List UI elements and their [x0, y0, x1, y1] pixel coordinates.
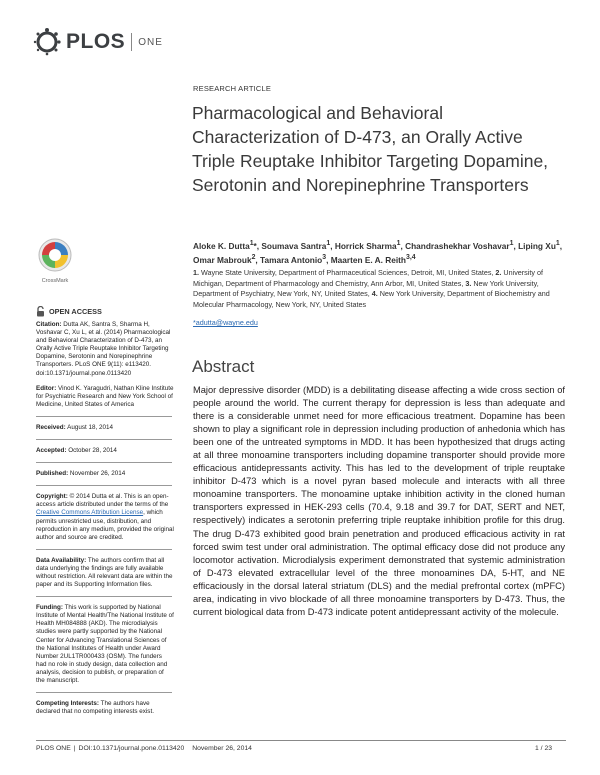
crossmark-label: CrossMark	[41, 278, 69, 284]
open-access-label: OPEN ACCESS	[49, 307, 102, 316]
footer-rule	[36, 740, 566, 741]
competing-interests: Competing Interests: The authors have declared that no competing interests exist.	[36, 700, 154, 716]
footer-journal: PLOS ONE	[36, 745, 71, 752]
article-title: Pharmacological and Behavioral Characterization of D-473, an Orally Active Triple Reuptake Inhibitor Targeting Dopamine, Serotonin and Norepinephrine Transporters	[192, 103, 549, 195]
plos-one-logo	[32, 22, 163, 62]
received-date: Received: August 18, 2014	[36, 423, 114, 431]
page-footer: PLOS ONE | DOI:10.1371/journal.pone.0113420 November 26, 2014	[36, 745, 252, 752]
plos-logo-icon	[32, 27, 62, 57]
footer-doi: DOI:10.1371/journal.pone.0113420	[78, 745, 185, 752]
divider	[36, 692, 172, 693]
editor: Editor: Vinod K. Yaragudri, Nathan Kline Institute for Psychiatric Research and New York School of Medicine, United States of America	[36, 384, 174, 408]
divider	[36, 439, 172, 440]
page-number: 1 / 23	[535, 745, 553, 752]
accepted-date: Accepted: October 28, 2014	[36, 447, 117, 455]
copyright: Copyright: © 2014 Dutta et al. This is an open-access article distributed under the terms of the Creative Commons Attribution License, which permits unrestricted use, distribution, and reproduction in any medium, provided the original author and source are credited.	[36, 493, 174, 541]
open-lock-icon	[36, 306, 45, 317]
logo-divider	[131, 33, 132, 51]
logo-journal: ONE	[138, 36, 163, 48]
article-metadata	[36, 321, 174, 723]
affiliations: 1. Wayne State University, Department of Pharmaceutical Sciences, Detroit, MI, United States, 2. University of Michigan, Department of Pharmacology and Chemistry, Ann Arbor, MI, United States, 3. New York University, Department of Psychiatry, New York, NY, United States, 4. New York University, Department of Biochemistry and Molecular Pharmacology, New York, NY, United States	[193, 268, 550, 309]
logo-text: PLOS	[66, 30, 126, 53]
abstract-text: Major depressive disorder (MDD) is a debilitating disease affecting a wide cross section of people around the world. The current therapy for depression is less than adequate and there is a considerable unmet need for more efficacious treatment. Dopamine has been shown to play a significant role in depression including production of anhedonia which has been one of the untreated symptoms in MDD. It has been hypothesized that drugs acting at all three monoamine transporters including dopamine transporter should provide more efficacious antidepressants activity. This has led to the development of triple reuptake inhibitor D-473 which is a novel pyran based molecule and interacts with all three monoamine transporters. The monoamine uptake inhibition activity in the cloned human transporters expressed in HEK-293 cells (70.4, 9.18 and 39.7 for DAT, SERT and NET, respectively) indicates a serotonin preferring triple reuptake inhibition profile for this drug. The drug D-473 exhibited good brain penetration and produced efficacious activity in rat forced swim test under oral administration. The optimal efficacy dose did not produce any locomotor activation. Microdialysis experiment demonstrated that systemic administration of D-473 elevated extracellular level of the three monoamines DA, 5-HT, and NE efficaciously in the dorsal lateral striatum (DLS) and the medial prefrontal cortex (mPFC) area, indicating in vivo blockade of all three monoamine transporters by D-473. Thus, the current biological data from D-473 indicate potent antidepressant activity of the molecule.	[193, 385, 565, 617]
open-access-badge	[36, 306, 102, 317]
citation: Citation: Dutta AK, Santra S, Sharma H, Voshavar C, Xu L, et al. (2014) Pharmacological and Behavioral Characterization of D-473, an Orally Active Triple Reuptake Inhibitor Targeting Dopamine, Serotonin and Norepinephrine Transporters. PLoS ONE 9(11): e113420. doi:10.1371/journal.pone.0113420	[36, 321, 171, 377]
author-list: Aloke K. Dutta$^1$*, Soumava Santra$^1$, Horrick Sharma$^1$, Chandrashekhar Voshavar$^1$, Liping Xu$^1$, Omar Mabrouk$^2$, Tamara Antonio$^3$, Maarten E. A. Reith$^{3,4}$	[193, 240, 563, 266]
divider	[36, 549, 172, 550]
license-link[interactable]: Creative Commons Attribution License	[36, 509, 144, 517]
data-availability: Data Availability: The authors confirm that all data underlying the findings are fully available without restriction. All relevant data are within the paper and its Supporting Information files.	[36, 556, 173, 589]
corresponding-email-link[interactable]: *adutta@wayne.edu	[193, 318, 258, 327]
funding: Funding: This work is supported by National Institute of Mental Health/The National Institute of Health MH084888 (AKD). The microdialysis studies were partly supported by the National Center for Advancing Translational Sciences of the National Institutes of Health under Award Number 2UL1TR000433 (OSM). The funders had no role in study design, data collection and analysis, decision to publish, or preparation of the manuscript.	[36, 604, 174, 684]
divider	[36, 416, 172, 417]
crossmark-icon	[38, 238, 72, 272]
published-date: Published: November 26, 2014	[36, 470, 126, 478]
footer-date: November 26, 2014	[192, 745, 252, 752]
divider	[36, 596, 172, 597]
abstract-heading: Abstract	[192, 357, 255, 376]
article-type: RESEARCH ARTICLE	[193, 84, 272, 93]
divider	[36, 462, 172, 463]
crossmark-badge[interactable]	[38, 238, 72, 284]
divider	[36, 485, 172, 486]
